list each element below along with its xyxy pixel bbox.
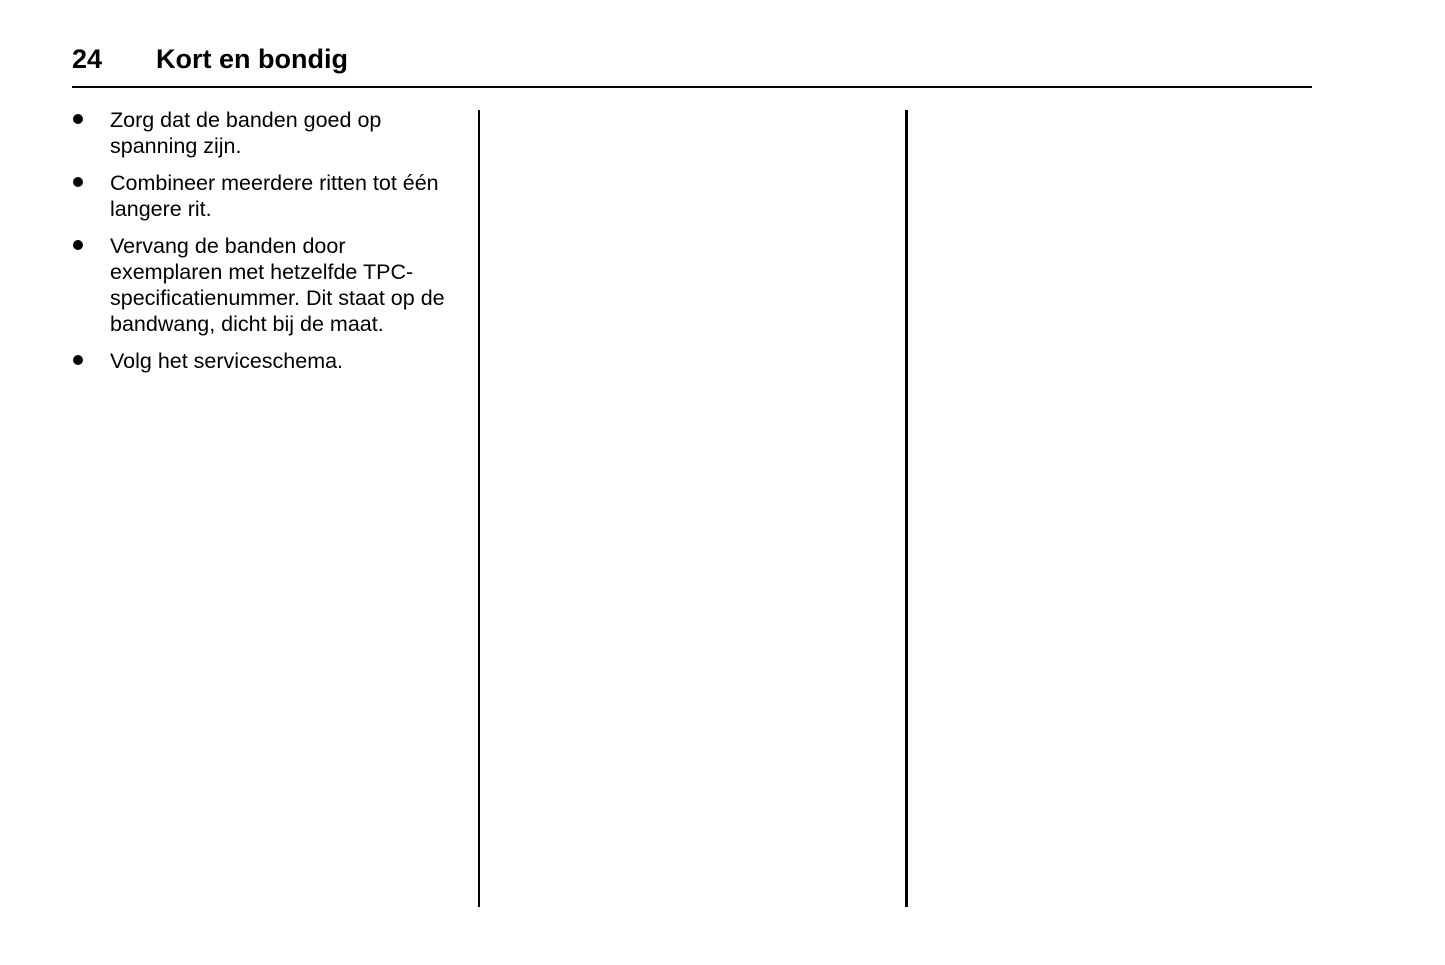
list-item-text: Combineer meerdere ritten tot één langere rit. [110, 171, 439, 221]
list-item [72, 348, 452, 374]
header-divider [72, 86, 1312, 88]
page-number: 24 [72, 44, 103, 74]
bullet-icon [73, 355, 83, 365]
column-divider-1 [478, 110, 480, 907]
list-item [72, 107, 452, 159]
list-item-text: Zorg dat de banden goed op spanning zijn. [110, 108, 382, 158]
column-divider-2 [905, 110, 908, 907]
page-title: Kort en bondig [156, 44, 348, 74]
bullet-icon [73, 114, 83, 124]
list-item [72, 170, 452, 222]
list-item-text: Volg het serviceschema. [110, 349, 344, 373]
bullet-icon [73, 240, 83, 250]
bullet-icon [73, 177, 83, 187]
list-item [72, 233, 452, 337]
list-item-text: Vervang de banden door exemplaren met hetzelfde TPC-specificatienummer. Dit staat op de bandwang, dicht bij de maat. [110, 234, 445, 336]
bullet-list [72, 107, 452, 385]
